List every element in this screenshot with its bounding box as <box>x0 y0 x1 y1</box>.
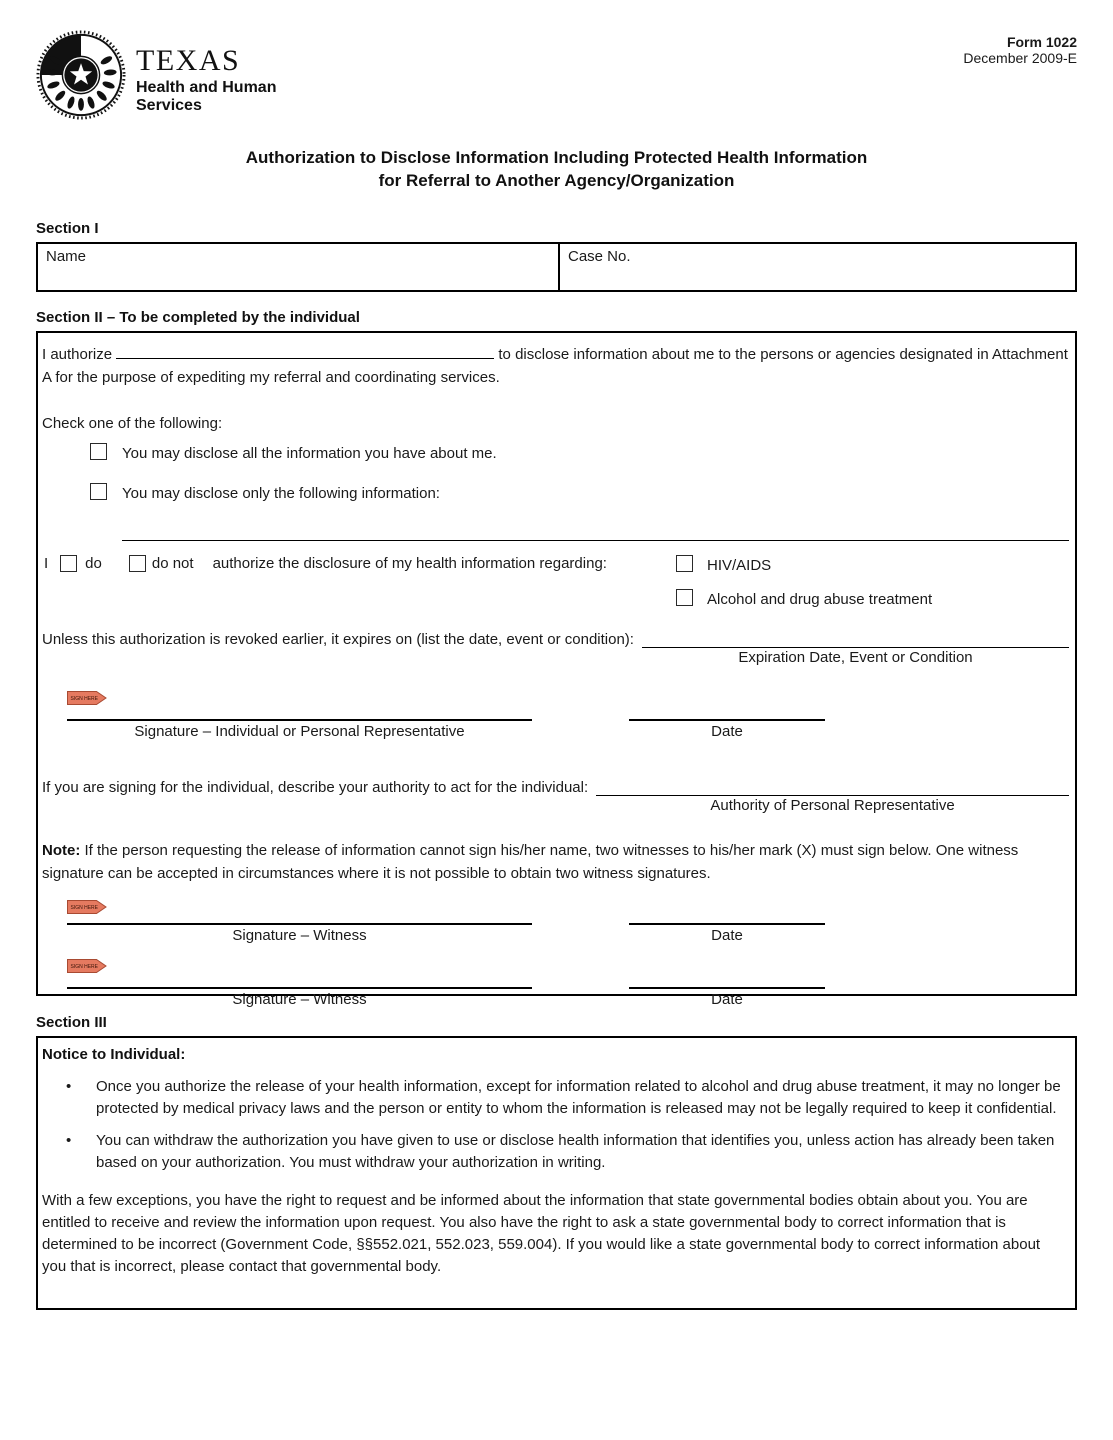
disclose-only-checkbox[interactable] <box>90 483 107 500</box>
logo-services-text: Services <box>136 97 202 115</box>
svg-text:SIGN HERE: SIGN HERE <box>70 696 99 702</box>
individual-date-line[interactable] <box>629 719 825 721</box>
expiration-input-line[interactable] <box>642 631 1069 648</box>
disclose-all-option <box>90 443 1069 463</box>
witness1-signature-row <box>67 923 1069 945</box>
form-title <box>36 146 1077 192</box>
form-info <box>963 30 1077 66</box>
signature-individual-line[interactable] <box>67 719 532 721</box>
disclose-only-option <box>90 483 1069 503</box>
notice-heading: Notice to Individual: <box>42 1046 186 1063</box>
bullet-icon: • <box>66 1132 72 1149</box>
name-label: Name <box>46 248 87 265</box>
hiv-aids-option <box>676 555 1069 575</box>
case-no-field[interactable] <box>560 244 1075 290</box>
form-header <box>36 30 1077 120</box>
expiration-row <box>42 631 1069 667</box>
witness2-signature-caption: Signature – Witness <box>232 991 367 1008</box>
section3-heading: Section III <box>36 1014 107 1031</box>
authorize-suffix: to disclose information about me to the persons or agencies designated in Attachment A for the purpose of expediting my referral and coordinating services. <box>42 346 1068 386</box>
disclose-only-label: You may disclose only the following information: <box>122 485 440 502</box>
name-field[interactable] <box>38 244 560 290</box>
section2-heading: Section II – To be completed by the individual <box>36 309 360 326</box>
authority-caption: Authority of Personal Representative <box>710 797 955 814</box>
authority-input-line[interactable] <box>596 779 1069 796</box>
signature-individual-caption: Signature – Individual or Personal Representative <box>134 723 465 740</box>
authorize-disclosure-text: authorize the disclosure of my health information regarding: <box>212 555 607 572</box>
form-number: Form 1022 <box>1006 34 1077 50</box>
notice-bullet-1-text: Once you authorize the release of your health information, except for information related to alcohol and drug abuse treatment, it may no longer be protected by medical privacy laws and the person or entity to whom the information is released may not be legally required to keep it confidential. <box>96 1078 1061 1117</box>
closing-paragraph: With a few exceptions, you have the right to request and be informed about the information that state governmental bodies obtain about you. You are entitled to receive and review the information upon request. You also have the right to ask a state governmental body to correct information that is determined to be incorrect (Government Code, §§552.021, 552.023, 559.004). If you would like a state governmental body to correct information about you that is incorrect, please contact that governmental body. <box>42 1192 1041 1275</box>
authority-text: If you are signing for the individual, describe your authority to act for the individual: <box>42 779 589 796</box>
witness1-date-caption: Date <box>711 927 743 944</box>
witness1-date-line[interactable] <box>629 923 825 925</box>
authorize-prefix: I authorize <box>42 346 113 363</box>
note-text: If the person requesting the release of information cannot sign his/her name, two witnesses to his/her mark (X) must sign below. One witness signature can be accepted in circumstances where it is not possible to obtain two witness signatures. <box>42 842 1019 882</box>
disclose-only-input-line[interactable] <box>122 511 1069 541</box>
notice-bullet-2 <box>42 1130 1065 1174</box>
svg-text:SIGN HERE: SIGN HERE <box>70 905 99 911</box>
texas-state-seal-icon <box>36 30 126 120</box>
sign-here-tag <box>67 691 107 705</box>
do-checkbox[interactable] <box>60 555 77 572</box>
section1-heading: Section I <box>36 220 99 237</box>
witness2-date-line[interactable] <box>629 987 825 989</box>
witness1-signature-caption: Signature – Witness <box>232 927 367 944</box>
witness2-signature-row <box>67 987 1069 1009</box>
texas-hhs-logo <box>36 30 276 120</box>
sign-here-tag <box>67 900 107 914</box>
form-revision-date: December 2009-E <box>963 50 1077 66</box>
logo-health-human-text: Health and Human <box>136 79 277 96</box>
witness2-date-caption: Date <box>711 991 743 1008</box>
check-one-instruction: Check one of the following: <box>42 415 223 432</box>
authority-row <box>42 779 1069 815</box>
sign-here-tag <box>67 959 107 973</box>
expires-text: Unless this authorization is revoked earlier, it expires on (list the date, event or condition): <box>42 631 634 648</box>
section2-box <box>36 331 1077 1008</box>
logo-texas-text: TEXAS <box>136 44 241 77</box>
form-title-line2: for Referral to Another Agency/Organization <box>378 171 735 190</box>
form-title-line1: Authorization to Disclose Information Including Protected Health Information <box>245 148 868 167</box>
health-info-authorization-row <box>42 555 1069 609</box>
hiv-aids-label: HIV/AIDS <box>707 557 772 574</box>
do-not-label: do not <box>151 555 194 572</box>
do-not-checkbox[interactable] <box>129 555 146 572</box>
witness1-signature-line[interactable] <box>67 923 532 925</box>
alcohol-drug-checkbox[interactable] <box>676 589 693 606</box>
case-no-label: Case No. <box>568 248 631 265</box>
notice-bullet-2-text: You can withdraw the authorization you have given to use or disclose health information that identifies you, unless action has already been taken based on your authorization. You must withdraw your authorization in writing. <box>96 1132 1055 1171</box>
witness-note <box>42 839 1069 885</box>
alcohol-drug-option <box>676 589 1069 609</box>
disclose-all-checkbox[interactable] <box>90 443 107 460</box>
hiv-aids-checkbox[interactable] <box>676 555 693 572</box>
authorize-statement <box>42 343 1069 389</box>
do-label: do <box>85 555 102 572</box>
authorized-party-input-line[interactable] <box>116 345 494 359</box>
pronoun-label: I <box>44 555 49 572</box>
disclose-all-label: You may disclose all the information you have about me. <box>122 445 497 462</box>
section1-table <box>36 242 1077 292</box>
individual-date-caption: Date <box>711 723 743 740</box>
notice-bullet-1 <box>42 1076 1065 1120</box>
alcohol-drug-label: Alcohol and drug abuse treatment <box>707 591 933 608</box>
logo-wordmark <box>136 30 276 116</box>
bullet-icon: • <box>66 1078 72 1095</box>
witness2-signature-line[interactable] <box>67 987 532 989</box>
individual-signature-row <box>67 719 1069 741</box>
section3-box <box>36 1036 1077 1310</box>
svg-text:SIGN HERE: SIGN HERE <box>70 964 99 970</box>
note-label: Note: <box>42 842 81 859</box>
expiration-caption: Expiration Date, Event or Condition <box>738 649 973 666</box>
